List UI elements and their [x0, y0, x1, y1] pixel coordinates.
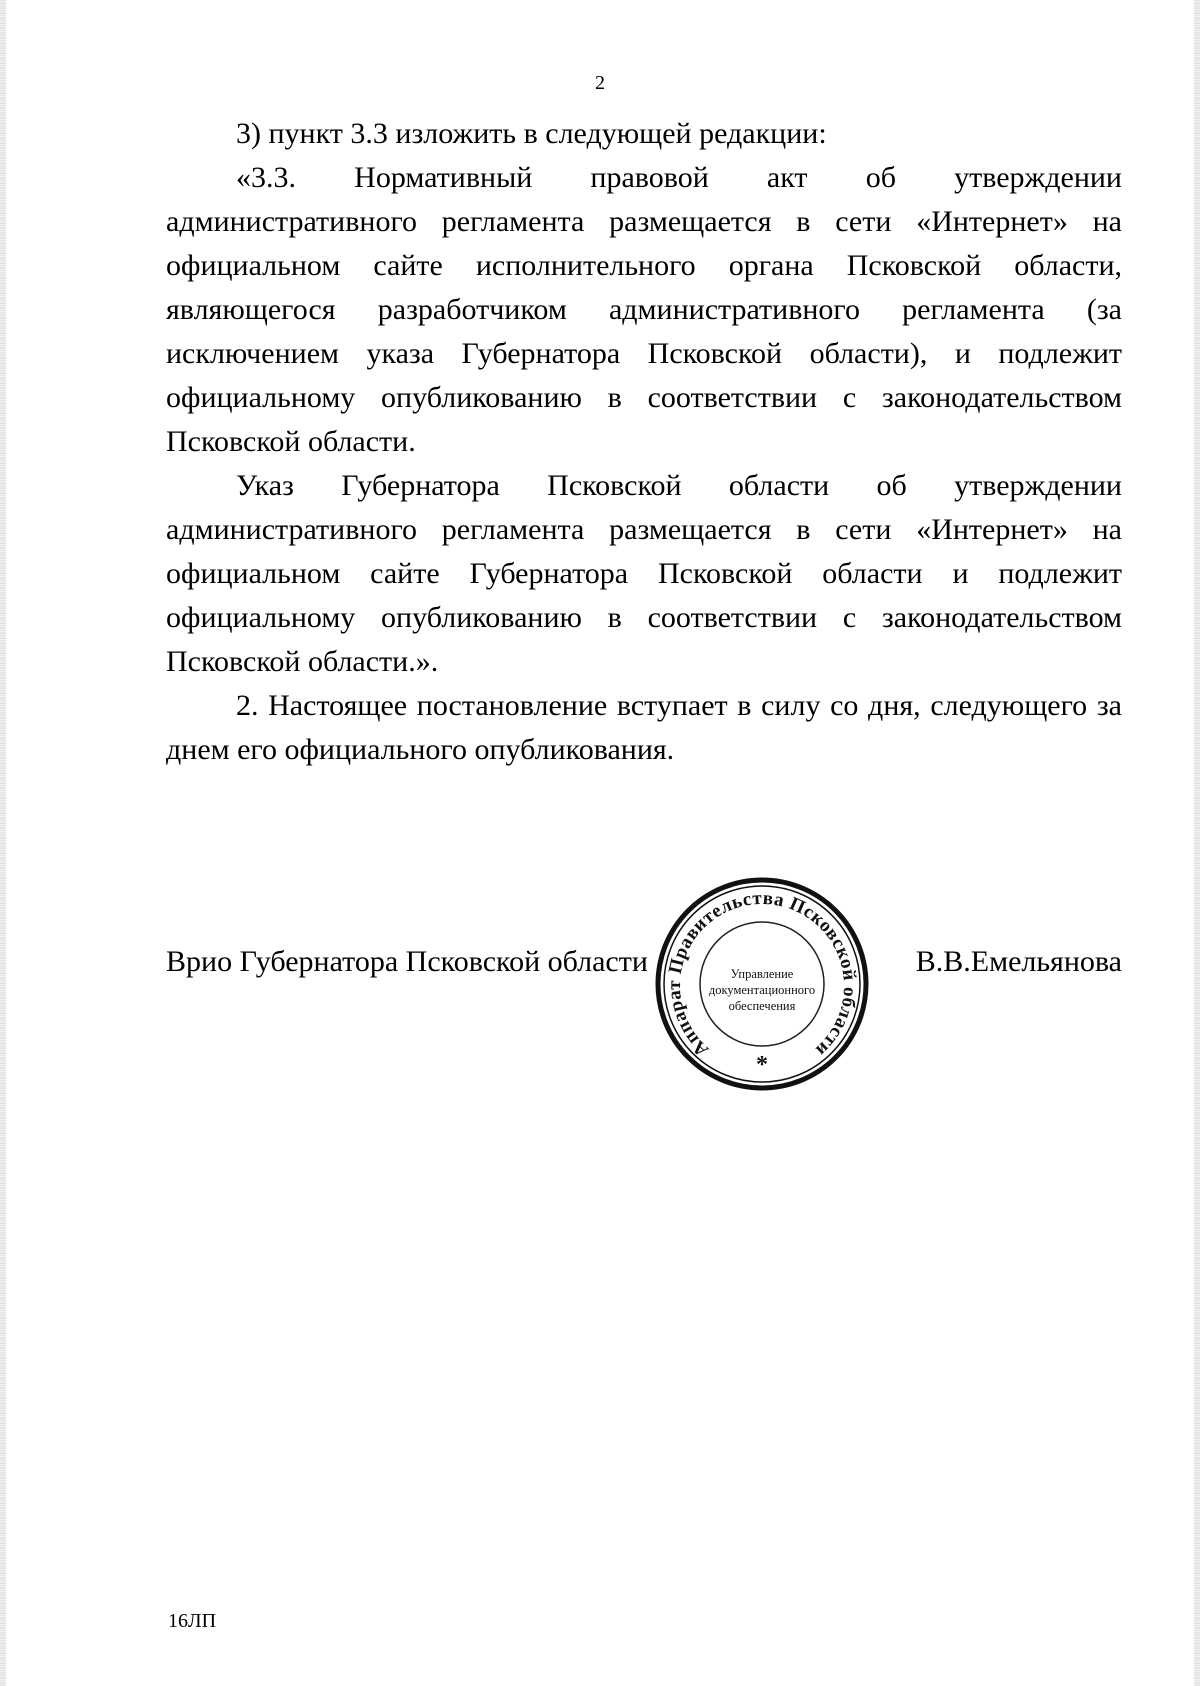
scan-edge-right — [1194, 0, 1200, 1686]
document-footer-code: 16ЛП — [168, 1610, 217, 1632]
seal-outer-text: Аппарат Правительства Псковской области — [663, 887, 861, 1061]
paragraph-amendment-intro: 3) пункт 3.3 изложить в следующей редакции: — [236, 117, 827, 150]
signatory-name: В.В.Емельянова — [915, 945, 1122, 978]
seal-inner-line-3: обеспечения — [728, 999, 796, 1013]
seal-graphic — [652, 874, 872, 1094]
scan-edge-left — [0, 0, 6, 1686]
document-body — [166, 112, 1122, 772]
signatory-title: Врио Губернатора Псковской области — [166, 945, 648, 978]
paragraph-item-3-3: «3.3. Нормативный правовой акт об утверждении административного регламента размещается в сети «Интернет» на официальном сайте исполнительного органа Псковской области, являющегося разработчиком административного регламента (за исключением указа Губернатора Псковской области), и подлежит официальному опубликованию в соответствии с законодательством Псковской области. — [166, 161, 1122, 458]
paragraph-entry-into-force: 2. Настоящее постановление вступает в силу со дня, следующего за днем его официального опубликования. — [166, 689, 1122, 766]
seal-inner-line-1: Управление — [730, 967, 794, 981]
paragraph-governor-decree: Указ Губернатора Псковской области об утверждении административного регламента размещается в сети «Интернет» на официальном сайте Губернатора Псковской области и подлежит официальному опубликованию в соответствии с законодательством Псковской области.». — [166, 469, 1122, 678]
seal-inner-line-2: документационного — [708, 983, 816, 997]
page-number: 2 — [595, 72, 605, 94]
official-seal — [652, 874, 872, 1094]
seal-star-icon: * — [756, 1052, 768, 1078]
